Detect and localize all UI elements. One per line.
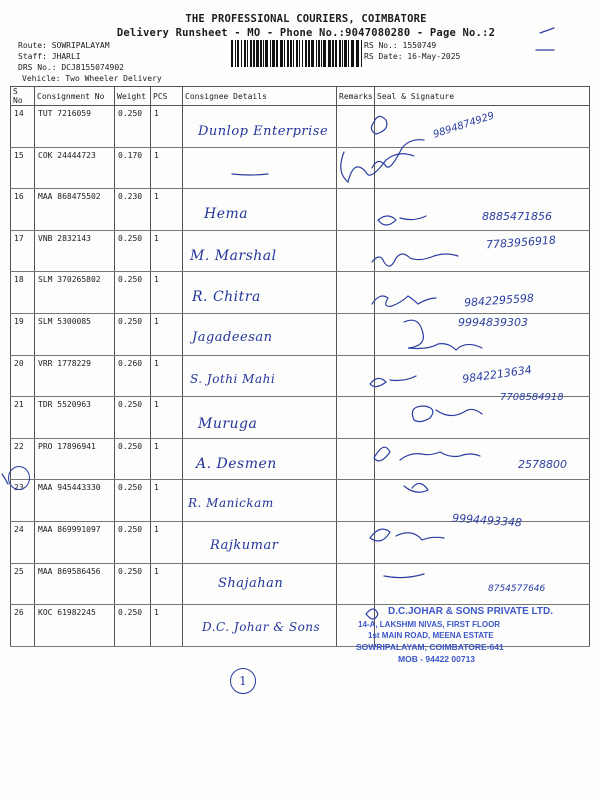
consignment-cell: MAA 868475502 — [35, 189, 115, 231]
stamp-line: D.C.JOHAR & SONS PRIVATE LTD. — [388, 606, 554, 617]
consignment-cell: KOC 61982245 — [35, 605, 115, 647]
handwritten-consignee: Rajkumar — [210, 538, 279, 553]
handwritten-consignee: Hema — [204, 206, 249, 222]
handwritten-consignee: Shajahan — [218, 576, 284, 591]
sno-cell: 20 — [11, 355, 35, 397]
weight-cell: 0.250 — [115, 106, 151, 148]
handwritten-phone: 9994493348 — [451, 511, 523, 530]
sno-cell: 23 — [11, 480, 35, 522]
weight-cell: 0.250 — [115, 480, 151, 522]
sno-cell: 15 — [11, 147, 35, 189]
consignment-cell: TDR 5520963 — [35, 397, 115, 439]
col-header-consignee: Consignee Details — [183, 87, 337, 106]
consignment-cell: SLM 370265802 — [35, 272, 115, 314]
handwritten-phone: 2578800 — [518, 458, 567, 471]
stamp-line: 14-A, LAKSHMI NIVAS, FIRST FLOOR — [358, 620, 501, 629]
weight-cell: 0.250 — [115, 521, 151, 563]
weight-cell: 0.260 — [115, 355, 151, 397]
stamp-line: MOB - 94422 00713 — [398, 654, 476, 664]
weight-cell: 0.250 — [115, 397, 151, 439]
handwritten-phone: 9994839303 — [458, 316, 528, 329]
sno-cell: 19 — [11, 313, 35, 355]
handwritten-phone: 9842295598 — [463, 291, 535, 310]
weight-cell: 0.250 — [115, 272, 151, 314]
sno-cell: 22 — [11, 438, 35, 480]
sno-cell: 17 — [11, 230, 35, 272]
weight-cell: 0.250 — [115, 313, 151, 355]
col-header-remarks: Remarks — [337, 87, 375, 106]
col-header-consignment: Consignment No — [35, 87, 115, 106]
circled-row-marker — [8, 466, 30, 490]
consignment-cell: VNB 2832143 — [35, 230, 115, 272]
consignment-cell: MAA 945443330 — [35, 480, 115, 522]
pcs-cell: 1 — [151, 313, 183, 355]
stamp-line: SOWRIPALAYAM, COIMBATORE-641 — [356, 642, 504, 652]
pcs-cell: 1 — [151, 106, 183, 148]
handwritten-phone: 8754577646 — [488, 584, 546, 594]
runsheet-subtitle: Delivery Runsheet - MO - Phone No.:9047080280 - Page No.:2 — [116, 27, 496, 39]
drs-number: DRS No.: DCJ8155074902 — [18, 63, 124, 72]
weight-cell: 0.250 — [115, 605, 151, 647]
handwritten-consignee: Muruga — [198, 416, 258, 432]
pcs-cell: 1 — [151, 355, 183, 397]
stamp-line: 1st MAIN ROAD, MEENA ESTATE — [368, 631, 494, 640]
weight-cell: 0.230 — [115, 189, 151, 231]
col-header-signature: Seal & Signature — [375, 87, 590, 106]
handwritten-phone: 9894874929 — [431, 110, 496, 141]
consignment-cell: PRO 17896941 — [35, 438, 115, 480]
sno-cell: 25 — [11, 563, 35, 605]
handwritten-consignee: A. Desmen — [196, 456, 277, 472]
pcs-cell: 1 — [151, 438, 183, 480]
sno-cell: 16 — [11, 189, 35, 231]
handwritten-consignee: R. Chitra — [192, 289, 261, 305]
consignment-cell: VRR 1778229 — [35, 355, 115, 397]
pcs-cell: 1 — [151, 147, 183, 189]
consignment-cell: MAA 869586456 — [35, 563, 115, 605]
route-label: Route: SOWRIPALAYAM — [18, 41, 110, 50]
vehicle-label: Vehicle: Two Wheeler Delivery — [22, 74, 162, 83]
page-number-mark: 1 — [230, 668, 256, 694]
weight-cell: 0.170 — [115, 147, 151, 189]
col-header-sno: S No — [11, 87, 35, 106]
col-header-pcs: PCS — [151, 87, 183, 106]
consignment-cell: SLM 5300085 — [35, 313, 115, 355]
handwritten-consignee: Dunlop Enterprise — [198, 124, 329, 139]
pcs-cell: 1 — [151, 605, 183, 647]
sno-cell: 26 — [11, 605, 35, 647]
col-header-weight: Weight — [115, 87, 151, 106]
pcs-cell: 1 — [151, 397, 183, 439]
sno-cell: 18 — [11, 272, 35, 314]
pcs-cell: 1 — [151, 563, 183, 605]
rs-date: RS Date: 16-May-2025 — [364, 52, 461, 61]
handwritten-phone: 9842213634 — [461, 363, 533, 386]
staff-label: Staff: JHARLI — [18, 52, 81, 61]
sno-cell: 21 — [11, 397, 35, 439]
company-stamp — [356, 606, 570, 676]
consignment-cell: TUT 7216059 — [35, 106, 115, 148]
pcs-cell: 1 — [151, 230, 183, 272]
sno-cell: 14 — [11, 106, 35, 148]
consignment-cell: MAA 869991097 — [35, 521, 115, 563]
weight-cell: 0.250 — [115, 438, 151, 480]
pcs-cell: 1 — [151, 480, 183, 522]
rs-number: RS No.: 1550749 — [364, 41, 437, 50]
consignment-cell: COK 24444723 — [35, 147, 115, 189]
handwritten-consignee: Jagadeesan — [192, 330, 273, 345]
handwritten-phone: 7708584918 — [500, 392, 564, 403]
weight-cell: 0.250 — [115, 563, 151, 605]
weight-cell: 0.250 — [115, 230, 151, 272]
sno-cell: 24 — [11, 521, 35, 563]
pcs-cell: 1 — [151, 521, 183, 563]
company-title: THE PROFESSIONAL COURIERS, COIMBATORE — [185, 13, 427, 25]
handwritten-phone: 8885471856 — [482, 210, 552, 223]
handwritten-consignee: S. Jothi Mahi — [190, 372, 276, 386]
handwritten-consignee: D.C. Johar & Sons — [202, 620, 321, 634]
handwritten-consignee: M. Marshal — [190, 248, 277, 264]
pcs-cell: 1 — [151, 272, 183, 314]
handwritten-phone: 7783956918 — [485, 233, 557, 252]
pcs-cell: 1 — [151, 189, 183, 231]
handwritten-consignee: R. Manickam — [188, 496, 274, 510]
